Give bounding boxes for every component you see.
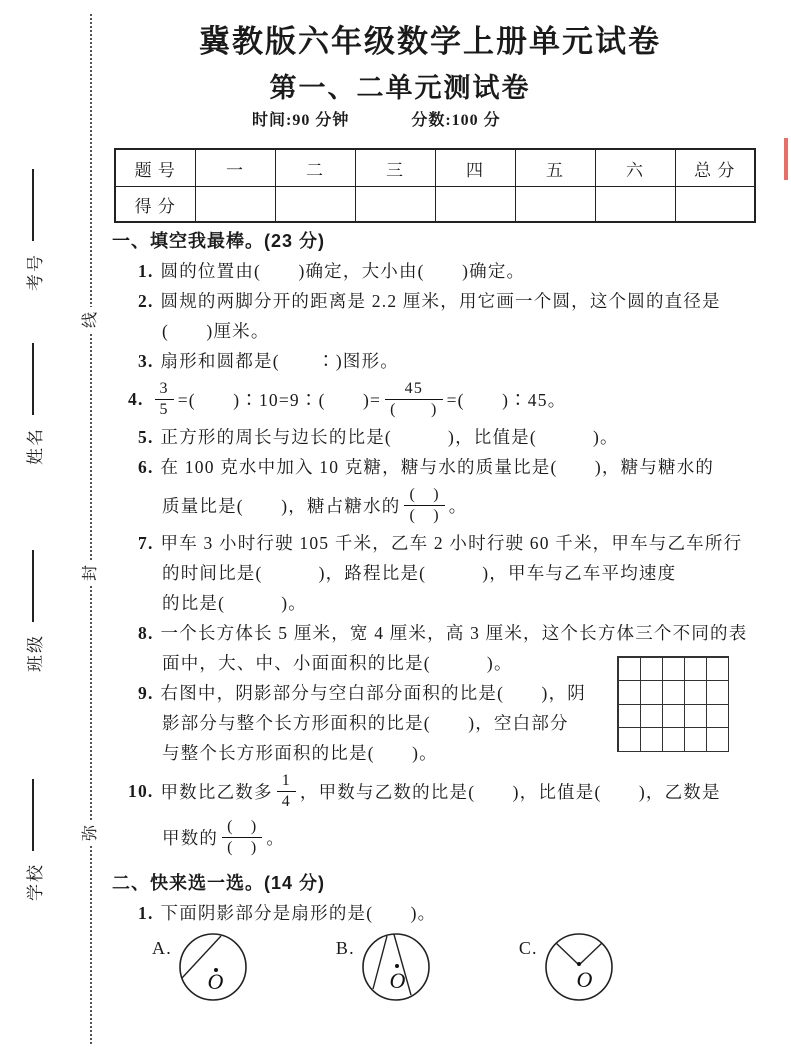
circle-center-label: O <box>207 969 225 994</box>
fraction-3-5: $\frac{3}{5}$ <box>155 379 174 418</box>
question-10-line-1: 10. 甲数比乙数多 $\frac{1}{4}$ ，甲数与乙数的比是( )，比值是( )，乙数是 <box>128 772 721 810</box>
time-limit: 时间:90 分钟 <box>252 112 350 129</box>
answer-options <box>152 932 764 1002</box>
grid-cell <box>662 657 685 682</box>
question-8-line-1: 8. 一个长方体长 5 厘米，宽 4 厘米，高 3 厘米，这个长方体三个不同的表 <box>138 623 748 643</box>
question-10-line-2 <box>162 814 764 860</box>
grid-cell <box>640 727 663 752</box>
question-7-text: 甲车 3 小时行驶 105 千米，乙车 2 小时行驶 60 千米，甲车与乙车所行 <box>160 533 743 553</box>
margin-field-class <box>15 522 51 672</box>
question-10-mid: ，甲数与乙数的比是( )，比值是( )，乙数是 <box>299 781 721 802</box>
grid-cell <box>618 727 641 752</box>
circle-with-sector-figure <box>544 932 614 1002</box>
book-title: 冀教版六年级数学上册单元试卷 <box>199 24 661 59</box>
question-5-text: 正方形的周长与边长的比是( )，比值是( )。 <box>160 427 619 447</box>
question-4: 4. $\frac{3}{5}$ =( )∶10=9∶( )= $\frac{45}{( )}$ =( )∶45。 <box>128 380 567 418</box>
question-1-text: 圆的位置由( )确定，大小由( )确定。 <box>160 261 526 281</box>
grid-cell <box>618 680 641 705</box>
option-c-label: C. <box>518 938 538 958</box>
score-header-cell: 一 <box>195 149 275 187</box>
score-row-label: 得 分 <box>115 187 195 223</box>
class-blank-line <box>32 550 34 622</box>
grid-cell <box>618 704 641 729</box>
question-10-line2-pre: 甲数的 <box>162 827 219 848</box>
grid-cell <box>640 680 663 705</box>
question-8-line-2: 面中，大、中、小面面积的比是( )。 <box>162 653 513 673</box>
question-6-text: 在 100 克水中加入 10 克糖，糖与水的质量比是( )，糖与糖水的 <box>160 457 715 477</box>
question-6-line-1: 6. 在 100 克水中加入 10 克糖，糖与水的质量比是( )，糖与糖水的 <box>138 457 715 477</box>
question-2-line-1: 2. 圆规的两脚分开的距离是 2.2 厘米，用它画一个圆，这个圆的直径是 <box>138 291 721 311</box>
score-cell <box>675 187 755 223</box>
fraction-1-4: $\frac{1}{4}$ <box>277 771 296 810</box>
grid-cell <box>706 657 729 682</box>
score-cell <box>195 187 275 223</box>
question-7-line-3: 的比是( )。 <box>162 593 307 613</box>
class-label: 班级 <box>25 634 45 672</box>
paper-content <box>112 226 764 1002</box>
grid-cell <box>662 704 685 729</box>
circle-with-two-chords-figure <box>361 932 431 1002</box>
question-4-mid: =( )∶10=9∶( )= <box>177 389 382 410</box>
question-9-line-2: 影部分与整个长方形面积的比是( )，空白部分 <box>162 713 569 733</box>
section2-question-1-text: 下面阴影部分是扇形的是( )。 <box>160 903 437 923</box>
score-cell <box>595 187 675 223</box>
section2-question-1: 1. 下面阴影部分是扇形的是( )。 <box>138 903 437 923</box>
grid-cell <box>684 727 707 752</box>
score-header-cell: 题 号 <box>115 149 195 187</box>
question-6-line-2 <box>162 482 764 528</box>
exam-number-blank-line <box>32 169 34 241</box>
question-9-line-3: 与整个长方形面积的比是( )。 <box>162 743 438 763</box>
seal-dotted-line <box>90 14 92 1044</box>
grid-cell <box>706 680 729 705</box>
option-b-label: B. <box>335 938 355 958</box>
seal-char-line: 线 <box>78 307 104 333</box>
fraction-blank-blank-2: $\frac{( )}{( )}$ <box>222 817 262 856</box>
score-cell <box>355 187 435 223</box>
seal-char-mi: 弥 <box>78 820 104 846</box>
score-table-score-row <box>115 187 755 223</box>
score-table-header-row <box>115 149 755 187</box>
score-header-cell: 五 <box>515 149 595 187</box>
fraction-45-blank: $\frac{45}{( )}$ <box>385 379 442 418</box>
question-10-line2-post: 。 <box>266 827 286 848</box>
fraction-blank-blank: $\frac{( )}{( )}$ <box>404 485 444 524</box>
score-header-cell: 四 <box>435 149 515 187</box>
grid-cell <box>684 657 707 682</box>
meta-row <box>252 107 563 130</box>
question-8-text: 一个长方体长 5 厘米，宽 4 厘米，高 3 厘米，这个长方体三个不同的表 <box>160 623 748 643</box>
school-label: 学校 <box>25 863 45 901</box>
circle-center-label: O <box>576 967 594 992</box>
question-1: 1. 圆的位置由( )确定，大小由( )确定。 <box>138 261 526 281</box>
paper-title: 第一、二单元测试卷 <box>269 73 531 103</box>
option-c <box>519 932 614 1002</box>
score-header-cell: 二 <box>275 149 355 187</box>
score-table <box>114 148 756 223</box>
circle-with-chord-figure <box>178 932 248 1002</box>
grid-cell <box>662 727 685 752</box>
option-a-label: A. <box>152 938 172 958</box>
grid-cell <box>706 727 729 752</box>
q9-grid <box>617 656 729 752</box>
grid-cell <box>618 657 641 682</box>
score-cell <box>275 187 355 223</box>
question-2-text: 圆规的两脚分开的距离是 2.2 厘米，用它画一个圆，这个圆的直径是 <box>160 291 721 311</box>
score-header-cell: 总 分 <box>675 149 755 187</box>
score-header-cell: 六 <box>595 149 675 187</box>
name-blank-line <box>32 343 34 415</box>
question-6-line2-post: 。 <box>448 495 468 516</box>
question-5: 5. 正方形的周长与边长的比是( )，比值是( )。 <box>138 427 619 447</box>
grid-cell <box>684 680 707 705</box>
section1-heading: 一、填空我最棒。(23 分) <box>112 231 326 251</box>
grid-cell <box>640 704 663 729</box>
question-4-tail: =( )∶45。 <box>446 389 567 410</box>
option-b <box>336 932 431 1002</box>
grid-cell <box>706 704 729 729</box>
question-9-text: 右图中，阴影部分与空白部分面积的比是( )，阴 <box>160 683 586 703</box>
red-edge-mark <box>784 138 788 180</box>
question-6-line2-pre: 质量比是( )，糖占糖水的 <box>162 495 401 516</box>
option-a <box>152 932 248 1002</box>
question-7-line-2: 的时间比是( )，路程比是( )，甲车与乙车平均速度 <box>162 563 677 583</box>
grid-cell <box>684 704 707 729</box>
score-header-cell: 三 <box>355 149 435 187</box>
total-score: 分数:100 分 <box>411 112 501 129</box>
name-label: 姓名 <box>25 427 45 465</box>
question-2-line-2: ( )厘米。 <box>162 321 270 341</box>
question-3: 3. 扇形和圆都是( ∶)图形。 <box>138 351 399 371</box>
grid-cell <box>662 680 685 705</box>
question-7-line-1: 7. 甲车 3 小时行驶 105 千米，乙车 2 小时行驶 60 千米，甲车与乙车所行 <box>138 533 743 553</box>
grid-cell <box>640 657 663 682</box>
margin-field-name <box>15 315 51 465</box>
question-3-text: 扇形和圆都是( ∶)图形。 <box>160 351 399 371</box>
question-10-pre: 甲数比乙数多 <box>160 781 273 802</box>
score-cell <box>435 187 515 223</box>
seal-char-seal: 封 <box>78 560 104 586</box>
margin-field-exam-number <box>15 141 51 291</box>
question-9-line-1: 9. 右图中，阴影部分与空白部分面积的比是( )，阴 <box>138 683 586 703</box>
score-cell <box>515 187 595 223</box>
margin-field-school <box>15 751 51 901</box>
section2-heading: 二、快来选一选。(14 分) <box>112 873 326 893</box>
exam-number-label: 考号 <box>25 253 45 291</box>
school-blank-line <box>32 779 34 851</box>
circle-center-label: O <box>389 968 407 993</box>
